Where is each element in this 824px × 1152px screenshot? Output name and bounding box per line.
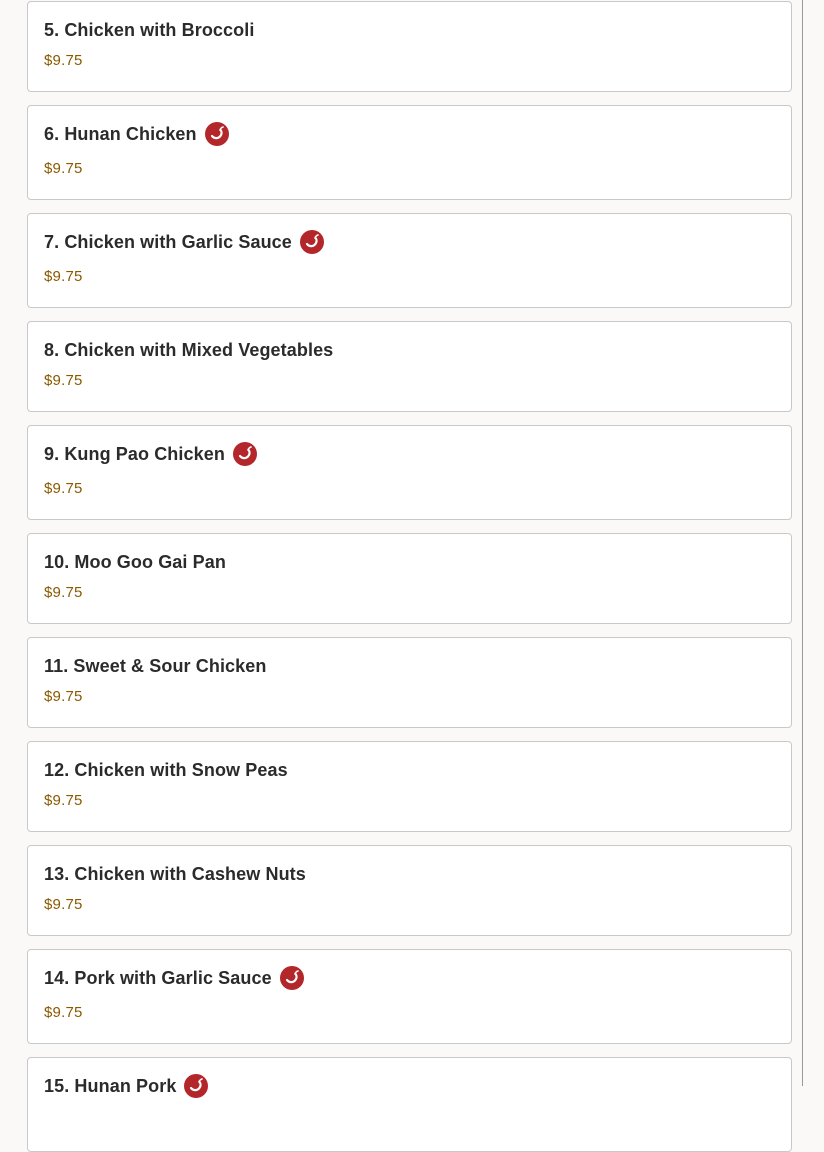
item-price: $9.75 — [44, 372, 83, 389]
item-price: $9.75 — [44, 480, 83, 497]
menu-item-list — [27, 1, 792, 1152]
menu-item-card[interactable] — [27, 845, 792, 936]
menu-item-card[interactable] — [27, 425, 792, 520]
scroll-divider — [802, 0, 803, 1086]
item-name: 14. Pork with Garlic Sauce — [44, 967, 272, 988]
item-name: 9. Kung Pao Chicken — [44, 443, 225, 464]
spicy-pepper-icon — [205, 122, 229, 146]
item-price: $9.75 — [44, 268, 83, 285]
menu-item-card[interactable] — [27, 105, 792, 200]
menu-item-card[interactable] — [27, 637, 792, 728]
item-title-row — [44, 1074, 775, 1098]
menu-item-card[interactable] — [27, 1, 792, 92]
item-title-row — [44, 122, 775, 146]
item-title-row — [44, 862, 775, 886]
item-name: 12. Chicken with Snow Peas — [44, 759, 288, 780]
menu-item-card[interactable] — [27, 741, 792, 832]
item-title-row — [44, 966, 775, 990]
item-title-row — [44, 758, 775, 782]
spicy-pepper-icon — [184, 1074, 208, 1098]
menu-item-card[interactable] — [27, 1057, 792, 1152]
item-price: $9.75 — [44, 52, 83, 69]
item-price: $9.75 — [44, 1004, 83, 1021]
spicy-pepper-icon — [280, 966, 304, 990]
item-name: 8. Chicken with Mixed Vegetables — [44, 339, 334, 360]
item-name: 5. Chicken with Broccoli — [44, 19, 255, 40]
item-title-row — [44, 550, 775, 574]
item-name: 7. Chicken with Garlic Sauce — [44, 231, 292, 252]
item-name: 13. Chicken with Cashew Nuts — [44, 863, 306, 884]
item-price: $9.75 — [44, 688, 83, 705]
item-name: 15. Hunan Pork — [44, 1075, 177, 1096]
item-price: $9.75 — [44, 584, 83, 601]
menu-item-card[interactable] — [27, 533, 792, 624]
item-price: $9.75 — [44, 160, 83, 177]
item-name: 10. Moo Goo Gai Pan — [44, 551, 226, 572]
item-price: $9.75 — [44, 792, 83, 809]
spicy-pepper-icon — [233, 442, 257, 466]
menu-item-card[interactable] — [27, 949, 792, 1044]
item-title-row — [44, 230, 775, 254]
item-title-row — [44, 18, 775, 42]
item-title-row — [44, 338, 775, 362]
menu-item-card[interactable] — [27, 321, 792, 412]
item-title-row — [44, 442, 775, 466]
menu-item-card[interactable] — [27, 213, 792, 308]
spicy-pepper-icon — [300, 230, 324, 254]
item-title-row — [44, 654, 775, 678]
item-name: 6. Hunan Chicken — [44, 123, 197, 144]
item-price: $9.75 — [44, 896, 83, 913]
item-name: 11. Sweet & Sour Chicken — [44, 655, 267, 676]
